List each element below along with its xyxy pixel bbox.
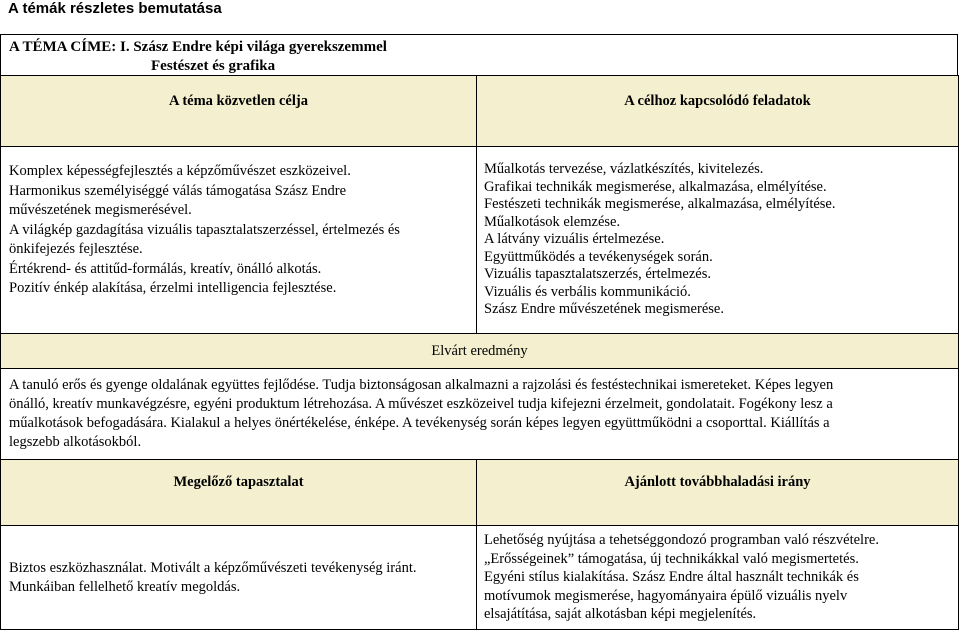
task-line: Festészeti technikák megismerése, alkalmazása, elmélyítése. (484, 196, 836, 213)
goal-line: önkifejezés fejlesztése. (9, 241, 143, 257)
prior-header: Megelőző tapasztalat (1, 460, 477, 526)
goal-line: művészetének megismerésével. (9, 202, 192, 218)
expected-line: műalkotások befogadására. Kialakul a helyes önértékelése, énképe. A tevékenység során képes legyen együttműködni a csoporttal. Kiállítás a (9, 415, 830, 431)
goal-line: Pozitív énkép alakítása, érzelmi intelligencia fejlesztése. (9, 280, 337, 296)
expected-body (1, 369, 959, 460)
page-heading: A témák részletes bemutatása (8, 0, 222, 17)
topic-details-table (0, 75, 959, 630)
further-body (477, 526, 959, 630)
further-line: Lehetőség nyújtása a tehetséggondozó programban való részvételre. (484, 532, 879, 549)
task-line: Műalkotások elemzése. (484, 213, 621, 230)
task-line: Együttműködés a tevékenységek során. (484, 248, 713, 265)
goal-header: A téma közvetlen célja (1, 76, 477, 147)
tasks-body (477, 147, 959, 334)
topic-title-line2: Festészet és grafika (151, 58, 276, 74)
further-line: Egyéni stílus kialakítása. Szász Endre által használt technikák és (484, 569, 859, 586)
goal-line: Értékrend- és attitűd-formálás, kreatív, önálló alkotás. (9, 260, 322, 277)
goal-line: Komplex képességfejlesztés a képzőművészet eszközeivel. (9, 163, 351, 179)
prior-line: Biztos eszközhasználat. Motivált a képzőművészeti tevékenység iránt. (9, 560, 417, 576)
further-line: motívumok megismerése, hagyományaira épülő vizuális nyelv (484, 587, 848, 604)
topic-title-box (0, 34, 958, 76)
goal-line: A világkép gazdagítása vizuális tapasztalatszerzéssel, értelmezés és (9, 221, 400, 238)
task-line: Szász Endre művészetének megismerése. (484, 301, 724, 318)
topic-title-line1: A TÉMA CÍME: I. Szász Endre képi világa gyerekszemmel (9, 39, 387, 55)
task-line: Műalkotás tervezése, vázlatkészítés, kivitelezés. (484, 161, 764, 178)
expected-line: A tanuló erős és gyenge oldalának együttes fejlődése. Tudja biztonságosan alkalmazni a rajzolási és festéstechnikai ismereteket. Képes legyen (9, 376, 834, 393)
prior-line: Munkáiban fellelhető kreatív megoldás. (9, 578, 241, 595)
expected-line: önálló, kreatív munkavégzésre, egyéni produktum létrehozása. A művészet eszközeivel tudja kifejezni érzelmeit, gondolatait. Fogékony lesz a (9, 395, 833, 412)
expected-header: Elvárt eredmény (1, 334, 959, 369)
further-header: Ajánlott továbbhaladási irány (477, 460, 959, 526)
further-line: elsajátítása, saját alkotásban képi megjelenítés. (484, 606, 757, 623)
goal-body (1, 147, 477, 334)
further-line: „Erősségeinek” támogatása, új technikákkal való megismertetés. (484, 550, 859, 567)
prior-body (1, 526, 477, 630)
task-line: Vizuális és verbális kommunikáció. (484, 283, 691, 300)
expected-line: legszebb alkotásokból. (9, 434, 142, 451)
goal-line: Harmonikus személyiséggé válás támogatása Szász Endre (9, 182, 347, 199)
task-line: Grafikai technikák megismerése, alkalmazása, elmélyítése. (484, 178, 827, 195)
task-line: A látvány vizuális értelmezése. (484, 231, 665, 248)
tasks-header: A célhoz kapcsolódó feladatok (477, 76, 959, 147)
task-line: Vizuális tapasztalatszerzés, értelmezés. (484, 266, 711, 283)
